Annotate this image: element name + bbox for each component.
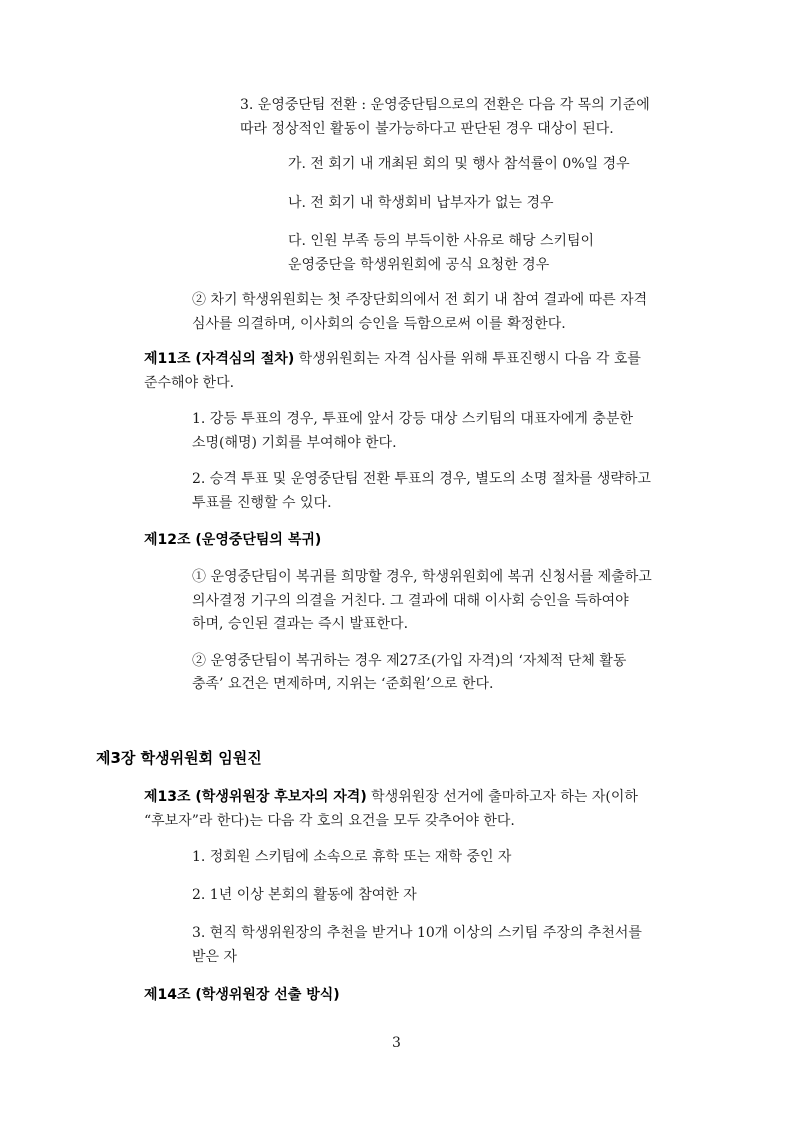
art10-sub-da-line1: 다. 인원 부족 등의 부득이한 사유로 해당 스키팀이	[288, 233, 595, 249]
art11-item2-line1: 2. 승격 투표 및 운영중단팀 전환 투표의 경우, 별도의 소명 절차를 생략하고	[192, 471, 651, 487]
art13-item3-line2: 받은 자	[192, 949, 238, 965]
art10-para2-line2: 심사를 의결하며, 이사회의 승인을 득함으로써 이를 확정한다.	[192, 316, 566, 332]
art10-item3-line2: 따라 정상적인 활동이 불가능하다고 판단된 경우 대상이 된다.	[240, 121, 614, 137]
art13-intro-line2: “후보자”라 한다)는 다음 각 호의 요건을 모두 갖추어야 한다.	[144, 813, 515, 829]
art11-title: 제11조 (자격심의 절차)	[144, 351, 295, 367]
art11-item1-line2: 소명(해명) 기회를 부여해야 한다.	[192, 435, 397, 451]
art14-title: 제14조 (학생위원장 선출 방식)	[144, 987, 340, 1003]
page-number: 3	[392, 1035, 401, 1051]
art12-title: 제12조 (운영중단팀의 복귀)	[144, 532, 322, 548]
art10-para2-line1: ② 차기 학생위원회는 첫 주장단회의에서 전 회기 내 참여 결과에 따른 자격	[192, 292, 648, 308]
art10-sub-ga: 가. 전 회기 내 개최된 회의 및 행사 참석률이 0%일 경우	[288, 156, 630, 172]
art13-intro-text: 학생위원장 선거에 출마하고자 하는 자(이하	[366, 789, 638, 805]
art13-title: 제13조 (학생위원장 후보자의 자격)	[144, 789, 367, 805]
art10-sub-na: 나. 전 회기 내 학생회비 납부자가 없는 경우	[288, 195, 554, 211]
art11-item1-line1: 1. 강등 투표의 경우, 투표에 앞서 강등 대상 스키팀의 대표자에게 충분한	[192, 411, 633, 427]
art11-intro-line2: 준수해야 한다.	[144, 375, 235, 391]
art13-intro-line1	[144, 786, 638, 808]
art12-para2-line1: ② 운영중단팀이 복귀하는 경우 제27조(가입 자격)의 ‘자체적 단체 활동	[192, 653, 627, 669]
chapter3-title: 제3장 학생위원회 임원진	[96, 749, 262, 767]
art11-item2-line2: 투표를 진행할 수 있다.	[192, 495, 332, 511]
art12-para2-line2: 충족’ 요건은 면제하며, 지위는 ‘준회원’으로 한다.	[192, 676, 494, 692]
art12-para1-line2: 의사결정 기구의 의결을 거친다. 그 결과에 대해 이사회 승인을 득하여야	[192, 593, 629, 609]
art10-item3-line1: 3. 운영중단팀 전환 : 운영중단팀으로의 전환은 다음 각 목의 기준에	[240, 97, 650, 113]
art13-item2: 2. 1년 이상 본회의 활동에 참여한 자	[192, 887, 417, 903]
art13-item3-line1: 3. 현직 학생위원장의 추천을 받거나 10개 이상의 스키팀 주장의 추천서를	[192, 925, 642, 941]
art13-item1: 1. 정회원 스키팀에 소속으로 휴학 또는 재학 중인 자	[192, 849, 512, 865]
art12-para1-line1: ① 운영중단팀이 복귀를 희망할 경우, 학생위원회에 복귀 신청서를 제출하고	[192, 569, 652, 585]
art11-intro-text: 학생위원회는 자격 심사를 위해 투표진행시 다음 각 호를	[294, 351, 641, 367]
art10-sub-da-line2: 운영중단을 학생위원회에 공식 요청한 경우	[288, 257, 550, 273]
art11-intro-line1	[144, 348, 641, 370]
art12-para1-line3: 하며, 승인된 결과는 즉시 발표한다.	[192, 616, 409, 632]
